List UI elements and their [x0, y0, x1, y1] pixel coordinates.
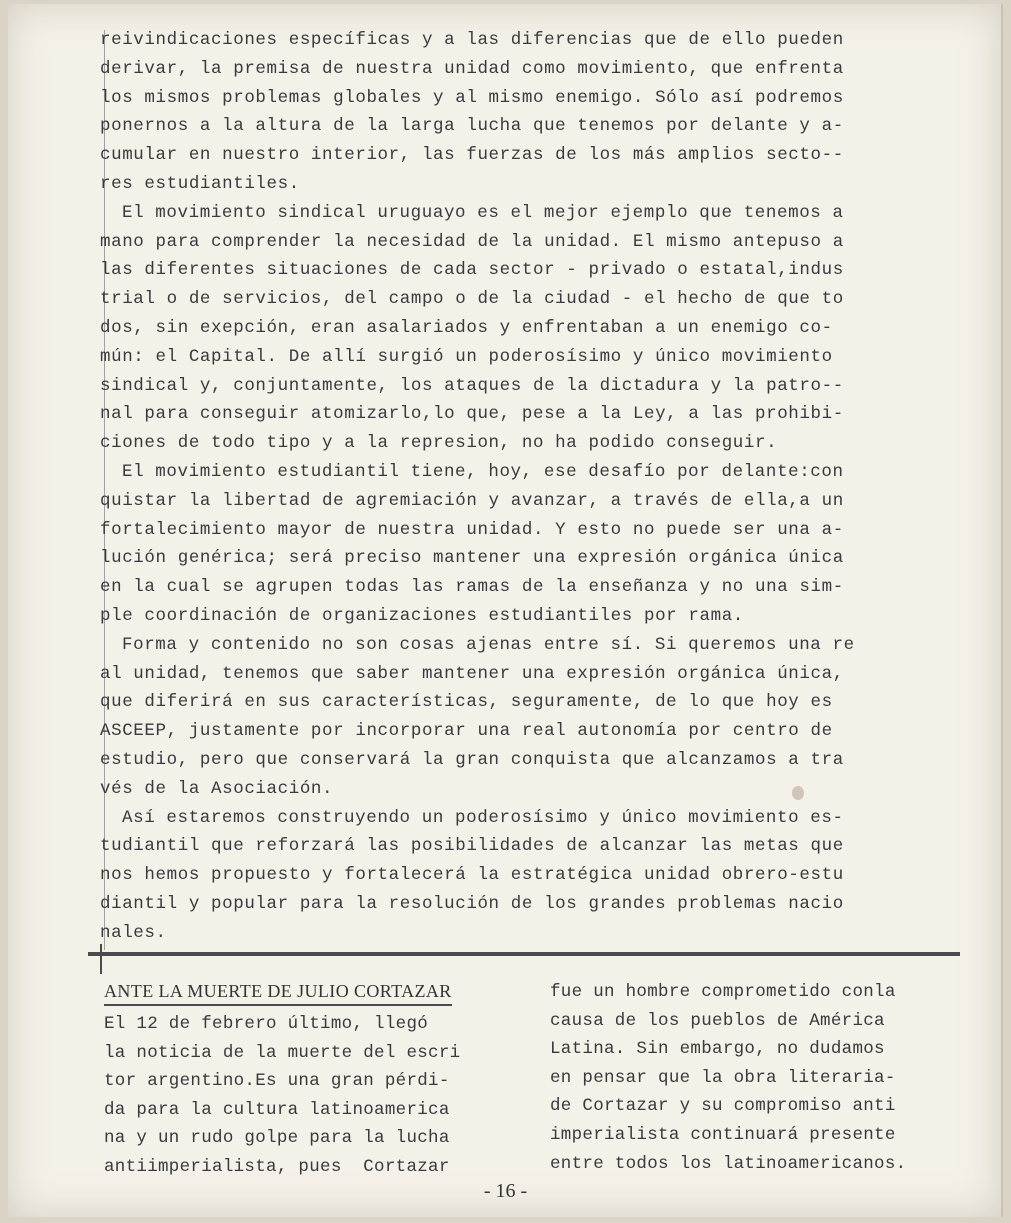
article-right-column: [550, 978, 960, 1178]
article-line: da para la cultura latinoamerica: [104, 1099, 450, 1120]
body-line: Así estaremos construyendo un poderosísimo y único movimiento es-: [122, 807, 844, 828]
section-divider: [88, 952, 960, 956]
body-line: fortalecimiento mayor de nuestra unidad. Y esto no puede ser una a-: [100, 519, 844, 540]
body-line: dos, sin exepción, eran asalariados y enfrentaban a un enemigo co-: [100, 317, 833, 338]
page-number: - 16 -: [483, 1180, 528, 1202]
body-line: nales.: [100, 922, 167, 943]
body-line: lución genérica; será preciso mantener una expresión orgánica única: [100, 548, 844, 569]
body-line: en la cual se agrupen todas las ramas de la enseñanza y no una sim-: [100, 577, 844, 598]
body-line: mún: el Capital. De allí surgió un poderosísimo y único movimiento: [100, 346, 833, 367]
article-line: Latina. Sin embargo, no dudamos: [550, 1039, 885, 1060]
body-line: estudio, pero que conservará la gran conquista que alcanzamos a tra: [100, 749, 844, 770]
body-line: derivar, la premisa de nuestra unidad como movimiento, que enfrenta: [100, 58, 844, 79]
article-line: en pensar que la obra literaria-: [550, 1067, 896, 1088]
body-line: ple coordinación de organizaciones estudiantiles por rama.: [100, 605, 744, 626]
article-line: imperialista continuará presente: [550, 1124, 896, 1145]
article-heading: ANTE LA MUERTE DE JULIO CORTAZAR: [104, 978, 452, 1006]
body-line: las diferentes situaciones de cada sector - privado o estatal,indus: [100, 260, 844, 281]
article-line: la noticia de la muerte del escri: [104, 1042, 461, 1063]
article-left-column: [104, 978, 514, 1182]
body-line: vés de la Asociación.: [100, 778, 334, 799]
article-line: El 12 de febrero último, llegó: [104, 1014, 429, 1034]
body-line: diantil y popular para la resolución de los grandes problemas nacio: [100, 893, 844, 914]
body-line: El movimiento sindical uruguayo es el mejor ejemplo que tenemos a: [122, 202, 844, 223]
article-line: antiimperialista, pues Cortazar: [104, 1156, 450, 1177]
body-line: El movimiento estudiantil tiene, hoy, ese desafío por delante:con: [122, 461, 844, 482]
body-line: ASCEEP, justamente por incorporar una real autonomía por centro de: [100, 721, 833, 742]
body-line: Forma y contenido no son cosas ajenas entre sí. Si queremos una re: [122, 634, 855, 655]
body-line: sindical y, conjuntamente, los ataques de la dictadura y la patro--: [100, 375, 844, 396]
body-line: ponernos a la altura de la larga lucha que tenemos por delante y a-: [100, 116, 844, 137]
article-line: fue un hombre comprometido conla: [550, 982, 896, 1002]
body-line: los mismos problemas globales y al mismo enemigo. Sólo así podremos: [100, 87, 844, 108]
article-left-text: [104, 1010, 514, 1182]
body-line: trial o de servicios, del campo o de la ciudad - el hecho de que to: [100, 289, 844, 310]
body-line: res estudiantiles.: [100, 173, 300, 194]
body-line: cumular en nuestro interior, las fuerzas de los más amplios secto--: [100, 145, 844, 166]
article-line: tor argentino.Es una gran pérdi-: [104, 1071, 450, 1092]
body-line: al unidad, tenemos que saber mantener una expresión orgánica única,: [100, 663, 844, 684]
body-line: tudiantil que reforzará las posibilidades de alcanzar las metas que: [100, 836, 844, 857]
body-line: mano para comprender la necesidad de la unidad. El mismo antepuso a: [100, 231, 844, 252]
main-body-text: [100, 26, 962, 948]
article-line: entre todos los latinoamericanos.: [550, 1153, 907, 1174]
body-line: que diferirá en sus características, seguramente, de lo que hoy es: [100, 692, 833, 713]
body-line: reivindicaciones específicas y a las diferencias que de ello pueden: [100, 30, 844, 50]
article-line: causa de los pueblos de América: [550, 1010, 885, 1031]
divider-tick: [100, 944, 102, 974]
article-line: na y un rudo golpe para la lucha: [104, 1128, 450, 1149]
body-line: quistar la libertad de agremiación y avanzar, a través de ella,a un: [100, 490, 844, 511]
article-line: de Cortazar y su compromiso anti: [550, 1096, 896, 1117]
body-line: nos hemos propuesto y fortalecerá la estratégica unidad obrero-estu: [100, 865, 844, 886]
body-line: ciones de todo tipo y a la represion, no ha podido conseguir.: [100, 433, 778, 454]
body-line: nal para conseguir atomizarlo,lo que, pese a la Ley, a las prohibi-: [100, 404, 844, 425]
